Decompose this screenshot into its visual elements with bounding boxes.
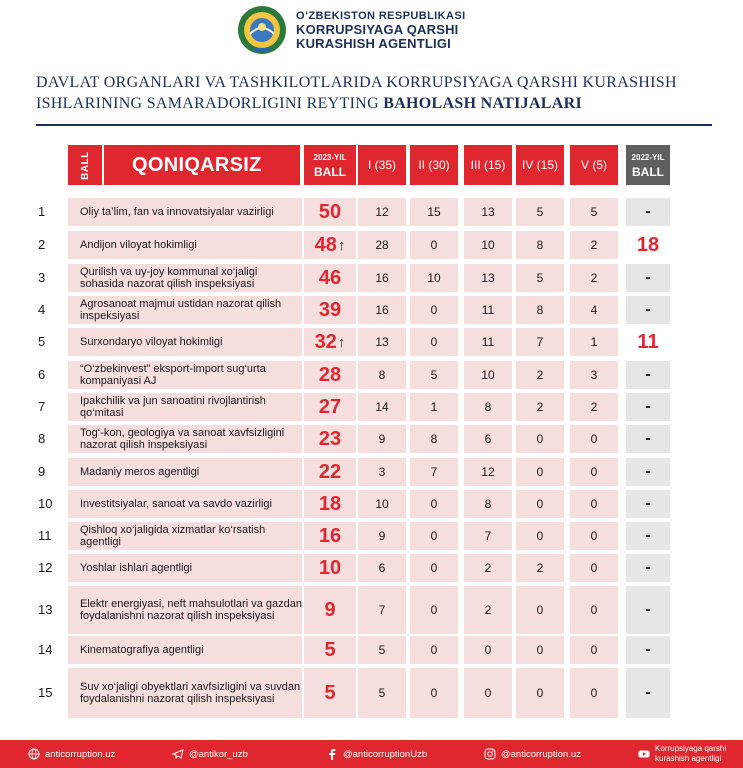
organization-name: Tog‘-kon, geologiya va sanoat xavfsizligini nazorat qilish inspeksiyasi bbox=[68, 425, 302, 453]
criteria-value: 0 bbox=[516, 458, 564, 486]
criteria-value: 9 bbox=[358, 425, 406, 453]
criteria-value: 16 bbox=[358, 264, 406, 292]
criteria-value: 10 bbox=[464, 231, 512, 259]
arrow-up-icon: ↑ bbox=[337, 333, 346, 351]
score-2023-value: 23 bbox=[318, 427, 342, 450]
criteria-value: 0 bbox=[516, 586, 564, 634]
score-2022: - bbox=[626, 554, 670, 582]
score-2022-header: 2022-YIL BALL bbox=[626, 145, 670, 185]
organization-name: Andijon viloyat hokimligi bbox=[68, 231, 302, 259]
criteria-header: V (5) bbox=[570, 145, 618, 185]
score-2023 bbox=[304, 554, 356, 582]
criteria-value: 5 bbox=[358, 668, 406, 718]
brand-line-1: O‘ZBEKISTON RESPUBLIKASI bbox=[296, 10, 466, 22]
criteria-value: 2 bbox=[464, 586, 512, 634]
criteria-value: 1 bbox=[570, 328, 618, 356]
score-2023-value: 28 bbox=[318, 363, 342, 386]
instagram-icon bbox=[484, 748, 496, 760]
score-2023-value: 5 bbox=[324, 638, 336, 661]
score-2023 bbox=[304, 393, 356, 421]
arrow-up-icon: ↑ bbox=[337, 236, 346, 254]
organization-name: Investitsiyalar, sanoat va savdo vazirligi bbox=[68, 490, 302, 518]
criteria-value: 0 bbox=[570, 522, 618, 550]
criteria-value: 0 bbox=[464, 668, 512, 718]
criteria-value: 0 bbox=[570, 490, 618, 518]
criteria-value: 4 bbox=[570, 296, 618, 324]
criteria-value: 8 bbox=[410, 425, 458, 453]
criteria-value: 10 bbox=[410, 264, 458, 292]
score-2023-value: 39 bbox=[318, 298, 342, 321]
organization-name: Yoshlar ishlari agentligi bbox=[68, 554, 302, 582]
criteria-value: 7 bbox=[358, 586, 406, 634]
score-2022: - bbox=[626, 490, 670, 518]
score-2022: - bbox=[626, 198, 670, 226]
title-divider bbox=[36, 124, 712, 126]
score-2023 bbox=[304, 231, 356, 259]
score-2023-value: 22 bbox=[318, 460, 342, 483]
score-2022: - bbox=[626, 458, 670, 486]
footer-telegram[interactable]: @antikor_uzb bbox=[172, 740, 248, 768]
score-2023 bbox=[304, 425, 356, 453]
row-number: 14 bbox=[38, 642, 53, 657]
score-2022: - bbox=[626, 393, 670, 421]
score-2023 bbox=[304, 328, 356, 356]
title-line-1: DAVLAT ORGANLARI VA TASHKILOTLARIDA KORRUPSIYAGA QARSHI KURASHISH bbox=[36, 74, 677, 91]
criteria-value: 0 bbox=[410, 554, 458, 582]
score-2023 bbox=[304, 198, 356, 226]
score-2023 bbox=[304, 264, 356, 292]
criteria-value: 0 bbox=[570, 458, 618, 486]
score-2022: - bbox=[626, 636, 670, 664]
score-2023-value: 16 bbox=[318, 524, 342, 547]
criteria-value: 8 bbox=[358, 361, 406, 389]
criteria-value: 0 bbox=[410, 328, 458, 356]
row-number: 9 bbox=[38, 464, 46, 479]
score-2023 bbox=[304, 636, 356, 664]
criteria-value: 2 bbox=[516, 554, 564, 582]
criteria-value: 0 bbox=[570, 554, 618, 582]
score-2022: - bbox=[626, 425, 670, 453]
score-2022: - bbox=[626, 586, 670, 634]
row-number: 2 bbox=[38, 237, 46, 252]
criteria-value: 8 bbox=[464, 393, 512, 421]
criteria-value: 0 bbox=[516, 668, 564, 718]
brand-line-2: KORRUPSIYAGA QARSHI bbox=[296, 22, 459, 37]
criteria-value: 3 bbox=[570, 361, 618, 389]
footer-bar bbox=[0, 740, 743, 768]
organization-name: Madaniy meros agentligi bbox=[68, 458, 302, 486]
criteria-value: 15 bbox=[410, 198, 458, 226]
score-2023-header: 2023-YIL BALL bbox=[304, 145, 356, 185]
criteria-value: 11 bbox=[464, 296, 512, 324]
criteria-value: 0 bbox=[410, 586, 458, 634]
organization-name: Kinematografiya agentligi bbox=[68, 636, 302, 664]
score-2022: - bbox=[626, 668, 670, 718]
criteria-value: 0 bbox=[516, 636, 564, 664]
criteria-value: 14 bbox=[358, 393, 406, 421]
row-number: 1 bbox=[38, 204, 46, 219]
criteria-header: II (30) bbox=[410, 145, 458, 185]
criteria-value: 12 bbox=[464, 458, 512, 486]
criteria-header: IV (15) bbox=[516, 145, 564, 185]
row-number: 15 bbox=[38, 685, 53, 700]
criteria-value: 6 bbox=[358, 554, 406, 582]
row-number: 6 bbox=[38, 367, 46, 382]
row-number: 13 bbox=[38, 602, 53, 617]
criteria-value: 8 bbox=[516, 231, 564, 259]
score-2023 bbox=[304, 361, 356, 389]
criteria-value: 10 bbox=[464, 361, 512, 389]
footer-website[interactable]: anticorruption.uz bbox=[28, 740, 115, 768]
organization-name: Qishloq xo‘jaligida xizmatlar ko‘rsatish agentligi bbox=[68, 522, 302, 550]
criteria-value: 7 bbox=[516, 328, 564, 356]
criteria-value: 0 bbox=[464, 636, 512, 664]
score-2022: - bbox=[626, 361, 670, 389]
organization-name: Surxondaryo viloyat hokimligi bbox=[68, 328, 302, 356]
criteria-value: 5 bbox=[570, 198, 618, 226]
score-2023 bbox=[304, 522, 356, 550]
criteria-value: 0 bbox=[410, 490, 458, 518]
organization-name: Agrosanoat majmui ustidan nazorat qilish inspeksiyasi bbox=[68, 296, 302, 324]
score-2022: 11 bbox=[626, 328, 670, 356]
score-2023 bbox=[304, 490, 356, 518]
score-2023-value: 50 bbox=[318, 200, 342, 223]
criteria-value: 2 bbox=[516, 361, 564, 389]
brand-line-3: KURASHISH AGENTLIGI bbox=[296, 36, 451, 51]
criteria-value: 0 bbox=[410, 636, 458, 664]
row-number: 11 bbox=[38, 528, 52, 543]
footer-facebook[interactable]: @anticorruptionUzb bbox=[326, 740, 427, 768]
score-2023-value: 32 bbox=[314, 330, 337, 353]
criteria-value: 0 bbox=[410, 296, 458, 324]
row-number: 7 bbox=[38, 399, 46, 414]
score-2022: - bbox=[626, 522, 670, 550]
criteria-value: 0 bbox=[570, 586, 618, 634]
youtube-icon bbox=[638, 748, 650, 760]
score-2023 bbox=[304, 458, 356, 486]
criteria-value: 5 bbox=[410, 361, 458, 389]
score-2023 bbox=[304, 586, 356, 634]
criteria-value: 0 bbox=[516, 490, 564, 518]
criteria-value: 10 bbox=[358, 490, 406, 518]
footer-youtube[interactable]: Korrupsiyaga qarshi kurashish agentligi bbox=[638, 740, 726, 768]
score-2023-value: 5 bbox=[324, 681, 336, 704]
criteria-value: 0 bbox=[516, 522, 564, 550]
score-2023-value: 46 bbox=[318, 266, 342, 289]
criteria-value: 0 bbox=[516, 425, 564, 453]
row-number: 8 bbox=[38, 431, 46, 446]
row-number: 4 bbox=[38, 302, 46, 317]
criteria-value: 0 bbox=[410, 522, 458, 550]
category-header: QONIQARSIZ bbox=[104, 145, 300, 185]
ball-header: BALL bbox=[68, 145, 102, 185]
organization-name: Oliy ta’lim, fan va innovatsiyalar vazirligi bbox=[68, 198, 302, 226]
score-2023-value: 27 bbox=[318, 395, 342, 418]
score-2023-value: 10 bbox=[318, 556, 342, 579]
criteria-value: 1 bbox=[410, 393, 458, 421]
criteria-value: 2 bbox=[570, 264, 618, 292]
agency-brand bbox=[236, 4, 466, 56]
criteria-value: 11 bbox=[464, 328, 512, 356]
score-2023 bbox=[304, 668, 356, 718]
criteria-value: 7 bbox=[410, 458, 458, 486]
score-2023-value: 48 bbox=[314, 233, 337, 256]
row-number: 12 bbox=[38, 560, 53, 575]
telegram-icon bbox=[172, 748, 184, 760]
criteria-value: 0 bbox=[570, 425, 618, 453]
title-line-2: ISHLARINING SAMARADORLIGINI REYTING bbox=[36, 95, 379, 112]
score-2023 bbox=[304, 296, 356, 324]
page-title bbox=[36, 72, 716, 114]
facebook-icon bbox=[326, 748, 338, 760]
criteria-value: 2 bbox=[570, 231, 618, 259]
criteria-value: 0 bbox=[570, 636, 618, 664]
criteria-value: 0 bbox=[410, 231, 458, 259]
criteria-value: 2 bbox=[516, 393, 564, 421]
criteria-value: 8 bbox=[464, 490, 512, 518]
criteria-value: 13 bbox=[464, 264, 512, 292]
criteria-value: 0 bbox=[570, 668, 618, 718]
criteria-value: 3 bbox=[358, 458, 406, 486]
title-line-2-bold: BAHOLASH NATIJALARI bbox=[383, 95, 583, 112]
criteria-value: 12 bbox=[358, 198, 406, 226]
criteria-value: 5 bbox=[516, 198, 564, 226]
criteria-value: 5 bbox=[516, 264, 564, 292]
criteria-value: 5 bbox=[358, 636, 406, 664]
criteria-header: I (35) bbox=[358, 145, 406, 185]
score-2022: 18 bbox=[626, 231, 670, 259]
criteria-value: 2 bbox=[464, 554, 512, 582]
organization-name: “O‘zbekinvest” eksport-import sug‘urta kompaniyasi AJ bbox=[68, 361, 302, 389]
criteria-value: 9 bbox=[358, 522, 406, 550]
criteria-value: 2 bbox=[570, 393, 618, 421]
row-number: 5 bbox=[38, 334, 46, 349]
organization-name: Ipakchilik va jun sanoatini rivojlantirish qo‘mitasi bbox=[68, 393, 302, 421]
criteria-value: 13 bbox=[464, 198, 512, 226]
organization-name: Qurilish va uy-joy kommunal xo‘jaligi sohasida nazorat qilish inspeksiyasi bbox=[68, 264, 302, 292]
score-2023-value: 9 bbox=[324, 598, 336, 621]
criteria-value: 16 bbox=[358, 296, 406, 324]
row-number: 10 bbox=[38, 496, 53, 511]
criteria-value: 28 bbox=[358, 231, 406, 259]
criteria-value: 13 bbox=[358, 328, 406, 356]
criteria-value: 0 bbox=[410, 668, 458, 718]
criteria-value: 6 bbox=[464, 425, 512, 453]
criteria-header: III (15) bbox=[464, 145, 512, 185]
footer-instagram[interactable]: @anticorruption.uz bbox=[484, 740, 581, 768]
organization-name: Suv xo‘jaligi obyektlari xavfsizligini va suvdan foydalanishni nazorat qilish inspeksiyasi bbox=[68, 668, 302, 718]
score-2023-value: 18 bbox=[318, 492, 342, 515]
row-number: 3 bbox=[38, 270, 46, 285]
score-2022: - bbox=[626, 264, 670, 292]
emblem-icon bbox=[236, 4, 288, 56]
globe-icon bbox=[28, 748, 40, 760]
organization-name: Elektr energiyasi, neft mahsulotlari va gazdan foydalanishni nazorat qilish inspeksiyasi bbox=[68, 586, 302, 634]
criteria-value: 8 bbox=[516, 296, 564, 324]
score-2022: - bbox=[626, 296, 670, 324]
criteria-value: 7 bbox=[464, 522, 512, 550]
